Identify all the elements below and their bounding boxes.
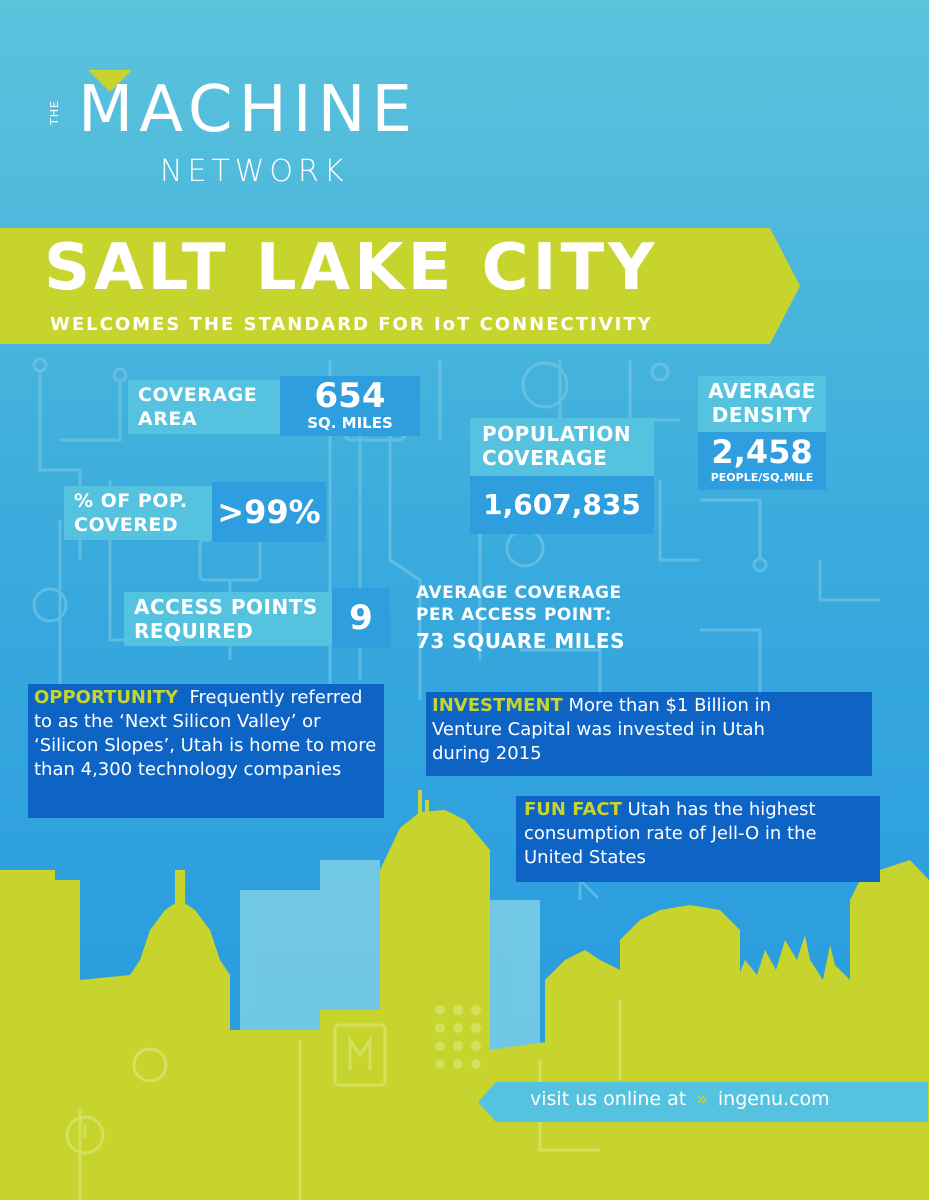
pop-covered-value: >99% <box>212 482 326 542</box>
population-coverage-label-line2: COVERAGE <box>482 446 608 470</box>
page-title: SALT LAKE CITY <box>44 231 659 305</box>
avg-density-label-line1: AVERAGE <box>708 379 816 403</box>
avg-density-value: 2,458 <box>711 433 813 471</box>
pop-covered-label-line1: % OF POP. <box>74 490 188 512</box>
fun-fact-box <box>516 796 880 882</box>
opportunity-box <box>28 684 384 818</box>
population-coverage-label-line1: POPULATION <box>482 422 632 446</box>
avg-density-unit: PEOPLE/SQ.MILE <box>710 471 814 484</box>
coverage-area-value: 654 <box>314 376 386 416</box>
logo-the-text: THE <box>48 100 61 126</box>
investment-heading: INVESTMENT <box>432 695 563 716</box>
avg-per-ap-line3: 73 SQUARE MILES <box>416 629 625 653</box>
coverage-area-unit: SQ. MILES <box>307 414 393 432</box>
access-points-label <box>124 592 332 646</box>
access-points-value: 9 <box>332 588 390 648</box>
footer-prefix: visit us online at <box>530 1088 687 1110</box>
pop-covered-label-line2: COVERED <box>74 514 179 536</box>
footer-url[interactable]: ingenu.com <box>717 1088 830 1110</box>
avg-per-access-point <box>416 582 625 656</box>
avg-density-value-box <box>698 432 826 490</box>
opportunity-heading: OPPORTUNITY <box>34 687 179 708</box>
access-points-label-line2: REQUIRED <box>134 619 254 643</box>
footer-separator-icon: » <box>696 1088 708 1110</box>
pop-covered-label <box>64 486 212 540</box>
logo-network-text: NETWORK <box>160 154 349 189</box>
footer-link[interactable] <box>530 1088 830 1110</box>
avg-per-ap-line1: AVERAGE COVERAGE <box>416 583 622 603</box>
population-coverage-value: 1,607,835 <box>470 476 654 534</box>
fun-fact-heading: FUN FACT <box>524 799 622 820</box>
logo-machine-text: MACHINE <box>78 73 418 147</box>
fun-fact-text: Utah has the highest consumption rate of Jell-O in the United States <box>524 799 817 868</box>
page-subtitle: WELCOMES THE STANDARD FOR IoT CONNECTIVITY <box>50 314 653 335</box>
investment-box <box>426 692 872 776</box>
coverage-area-label-line1: COVERAGE <box>138 384 258 406</box>
avg-density-label <box>698 376 826 432</box>
opportunity-text: Frequently referred to as the ‘Next Silicon Valley’ or ‘Silicon Slopes’, Utah is home to more than 4,300 technology companies <box>34 687 377 780</box>
avg-per-ap-line2: PER ACCESS POINT: <box>416 605 612 625</box>
coverage-area-label <box>128 380 280 434</box>
avg-density-label-line2: DENSITY <box>711 403 813 427</box>
access-points-label-line1: ACCESS POINTS <box>134 595 318 619</box>
investment-text: More than $1 Billion in Venture Capital was invested in Utah during 2015 <box>432 695 772 764</box>
coverage-area-value-box <box>280 376 420 436</box>
coverage-area-label-line2: AREA <box>138 408 198 430</box>
population-coverage-label <box>470 418 654 476</box>
